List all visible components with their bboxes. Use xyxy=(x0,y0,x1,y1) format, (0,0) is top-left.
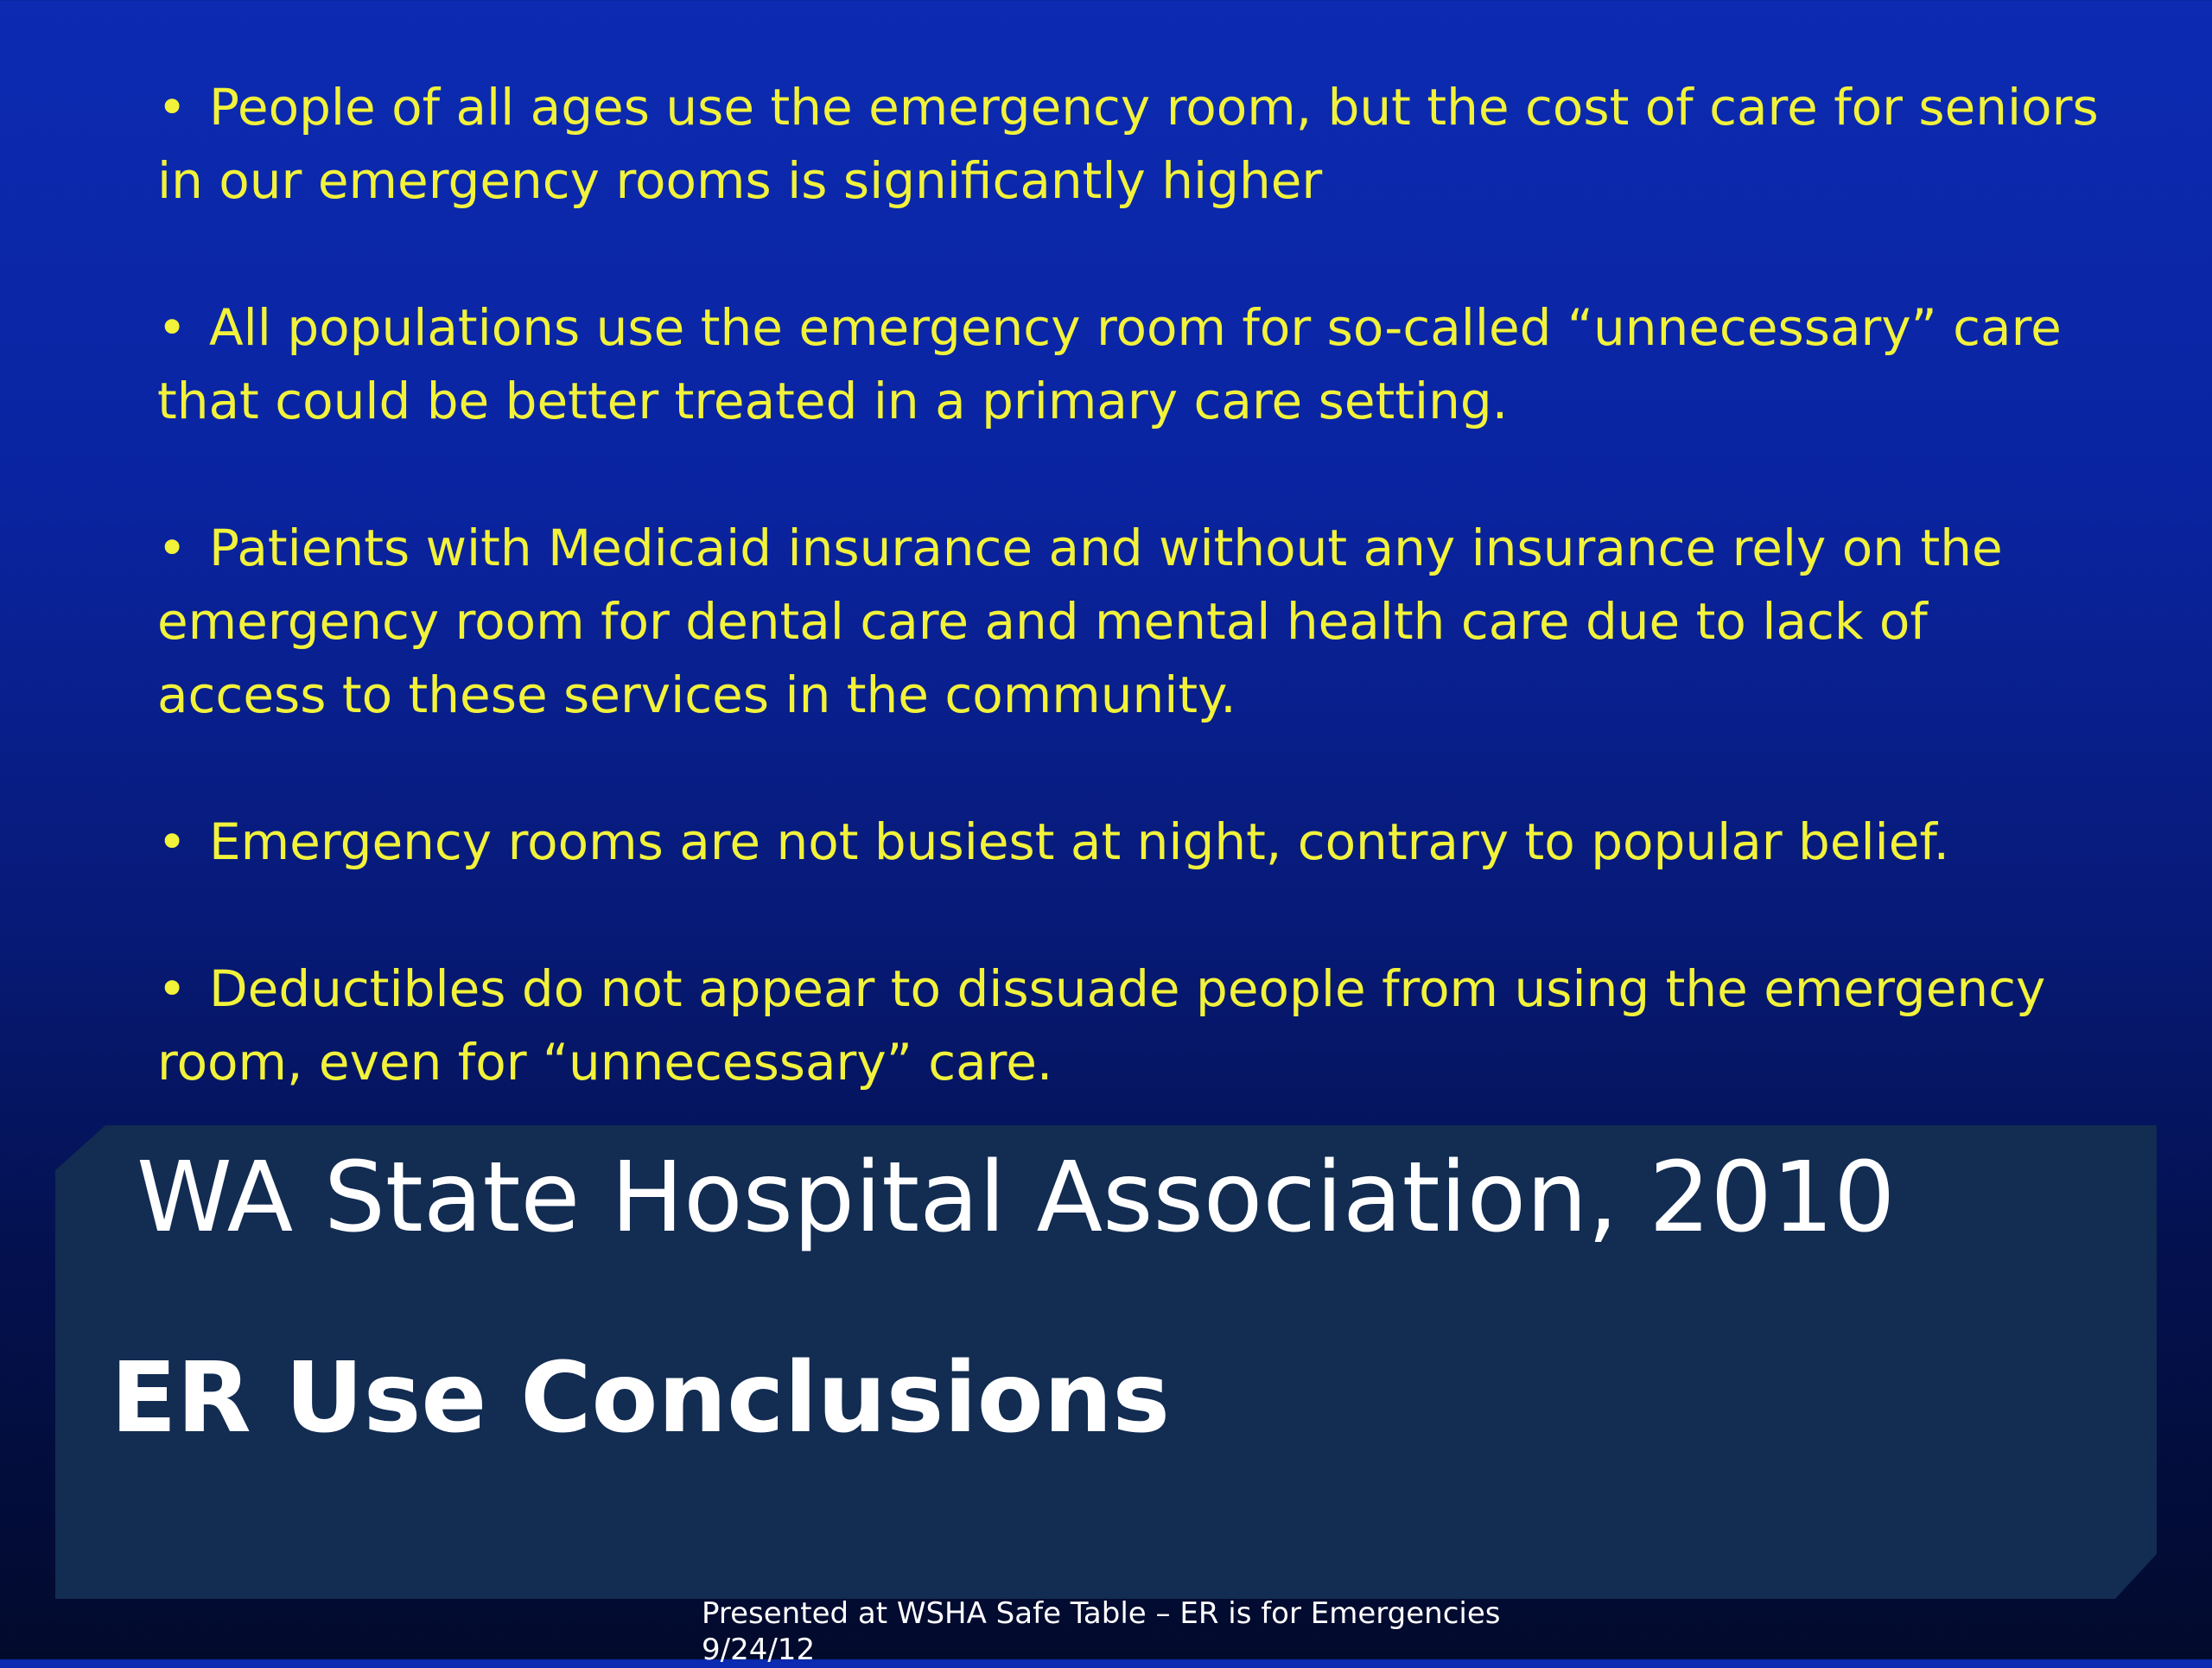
bullet-text: Deductibles do not appear to dissuade people from using the emergency room, even for “unnecessary” care. xyxy=(157,959,2046,1092)
bullet-text: Patients with Medicaid insurance and without any insurance rely on the emergency room for dental care and mental health care due to lack of access to these services in the community. xyxy=(157,519,2003,724)
bullet-dot: • xyxy=(157,78,188,137)
bullet-text: Emergency rooms are not busiest at night, contrary to popular belief. xyxy=(209,812,1950,871)
bullet-item xyxy=(157,512,2101,732)
slide-title: ER Use Conclusions xyxy=(111,1342,1171,1455)
bullet-text: All populations use the emergency room for so-called “unnecessary” care that could be better treated in a primary care setting. xyxy=(157,298,2062,430)
bullet-text: People of all ages use the emergency room, but the cost of care for seniors in our emergency rooms is significantly higher xyxy=(157,78,2099,210)
bullet-item xyxy=(157,291,2101,438)
bullet-item xyxy=(157,805,2101,879)
footer-presented: Presented at WSHA Safe Table – ER is for Emergencies xyxy=(702,1596,1501,1631)
bullet-item xyxy=(157,71,2101,218)
bullet-dot: • xyxy=(157,812,188,871)
bullet-dot: • xyxy=(157,959,188,1018)
footer-date: 9/24/12 xyxy=(702,1633,816,1667)
bullet-item xyxy=(157,952,2101,1099)
bullet-dot: • xyxy=(157,519,188,577)
bullet-list xyxy=(157,71,2101,1099)
source-citation: WA State Hospital Association, 2010 xyxy=(137,1142,1896,1254)
bullet-dot: • xyxy=(157,298,188,357)
footer xyxy=(702,1595,1501,1668)
